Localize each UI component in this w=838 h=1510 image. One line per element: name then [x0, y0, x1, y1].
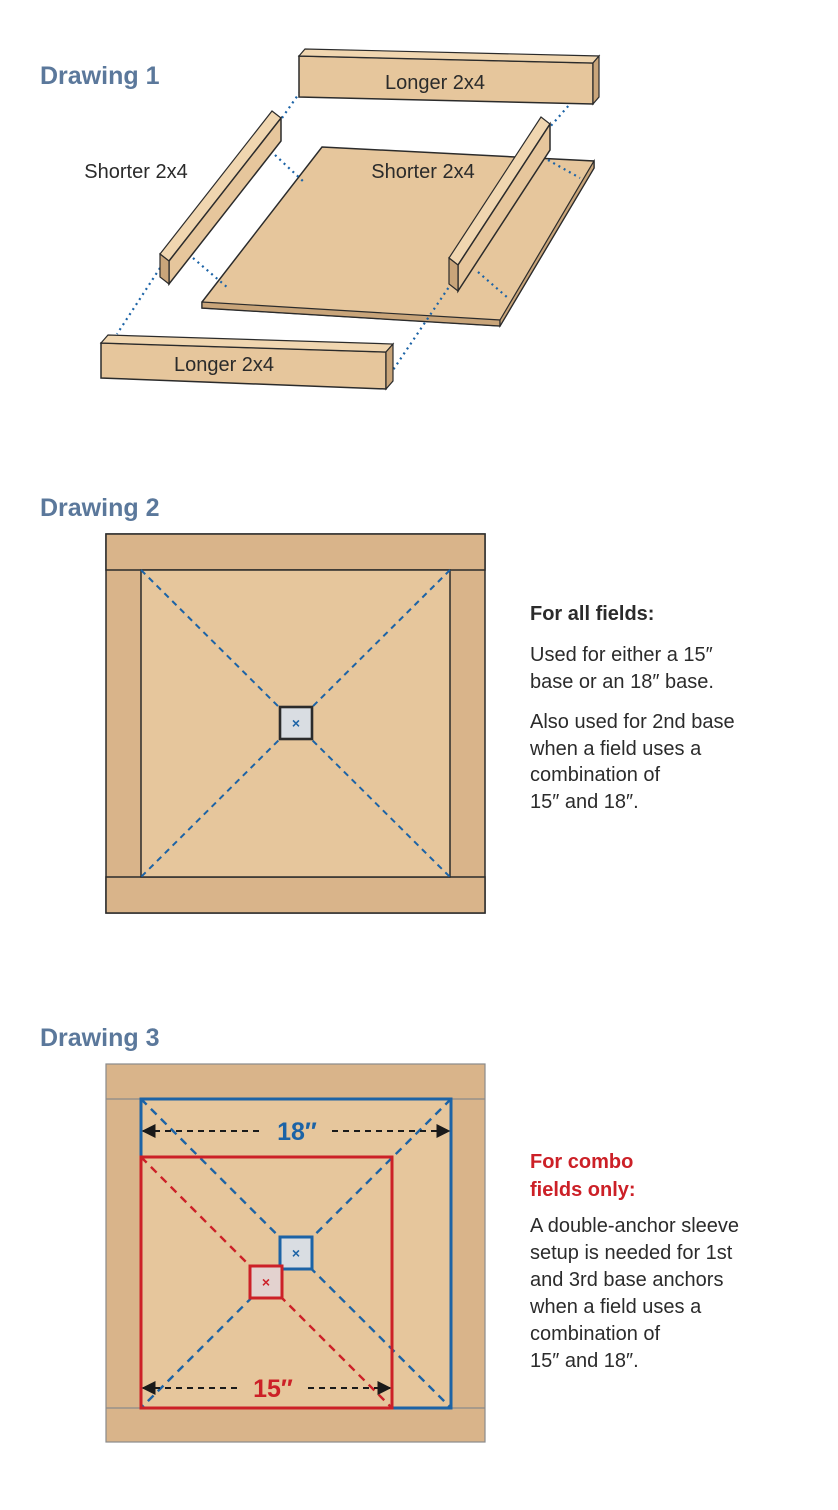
note-combo-title: For combo — [530, 1151, 634, 1173]
label-shorter-right: Shorter 2x4 — [371, 161, 475, 183]
note-line: base or an 18″ base. — [530, 671, 714, 693]
note-all-fields — [529, 603, 735, 813]
drawing-1 — [40, 49, 599, 389]
label-shorter-left: Shorter 2x4 — [84, 161, 188, 183]
note-line: and 3rd base anchors — [530, 1269, 724, 1291]
svg-text:×: × — [291, 715, 301, 731]
note-all-fields-title: For all fields: — [530, 603, 655, 625]
note-combo-fields — [529, 1151, 739, 1372]
base-frame-plan — [106, 534, 485, 913]
note-line: combination of — [530, 764, 661, 786]
dimension-18-label: 18″ — [277, 1118, 317, 1146]
svg-text:×: × — [291, 1245, 301, 1261]
note-line: when a field uses a — [530, 738, 702, 760]
note-line: combination of — [530, 1323, 661, 1345]
note-line: A double-anchor sleeve — [530, 1215, 740, 1237]
label-longer-top: Longer 2x4 — [384, 72, 486, 94]
longer-2x4-bottom — [101, 335, 393, 389]
note-line: 15″ and 18″. — [530, 1350, 639, 1372]
drawing-3-heading: Drawing 3 — [40, 1024, 160, 1052]
drawing-1-heading: Drawing 1 — [40, 62, 160, 90]
dimension-15-label: 15″ — [253, 1375, 293, 1403]
longer-2x4-top — [299, 49, 599, 104]
note-line: Used for either a 15″ — [530, 644, 713, 666]
combo-frame-plan — [106, 1064, 485, 1442]
note-line: 15″ and 18″. — [530, 791, 639, 813]
drawing-2 — [40, 494, 735, 913]
drawing-3 — [40, 1024, 739, 1442]
note-line: setup is needed for 1st — [530, 1242, 733, 1264]
note-combo-title: fields only: — [530, 1179, 636, 1201]
note-line: Also used for 2nd base — [530, 711, 735, 733]
note-line: when a field uses a — [530, 1296, 702, 1318]
drawing-2-heading: Drawing 2 — [40, 494, 160, 522]
label-longer-bottom: Longer 2x4 — [173, 354, 275, 376]
svg-text:×: × — [261, 1274, 271, 1290]
